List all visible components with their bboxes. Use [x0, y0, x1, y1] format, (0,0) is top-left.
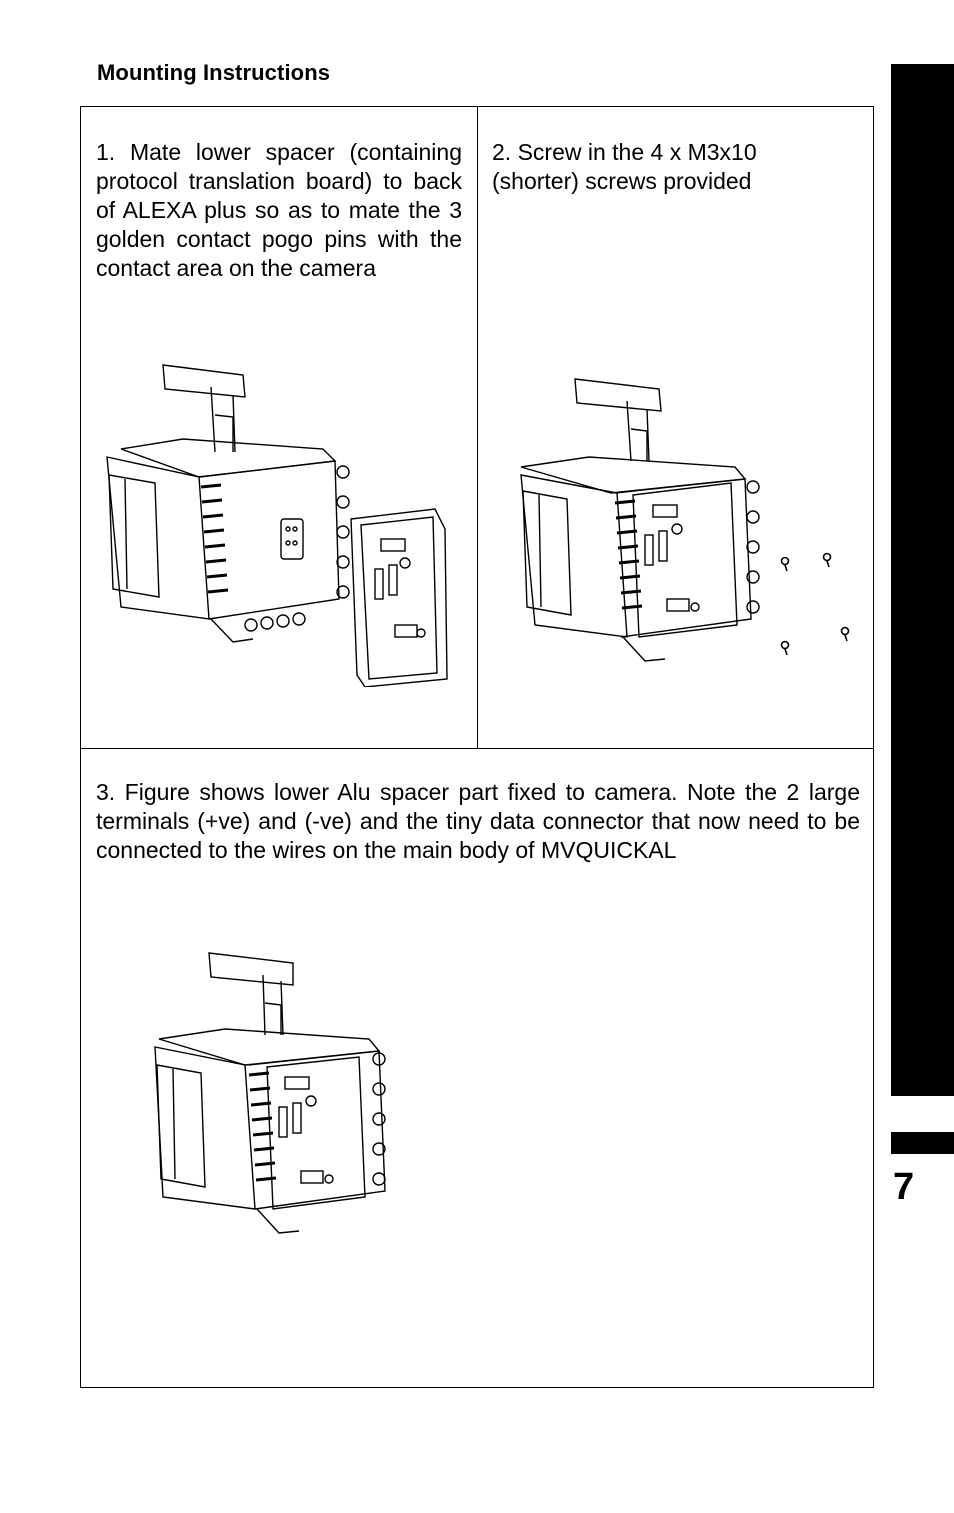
step-2-text: 2. Screw in the 4 x M3x10 (shorter) screws provided	[492, 139, 757, 194]
camera-with-separate-spacer-illustration	[103, 357, 448, 687]
camera-with-spacer-and-screws-illustration	[519, 375, 859, 675]
camera-with-fixed-spacer-illustration	[153, 947, 393, 1247]
instructions-table	[80, 106, 874, 1388]
step-1-text: 1. Mate lower spacer (containing protocol translation board) to back of ALEXA plus so as to mate the 3 golden contact pogo pins with the contact area on the camera	[96, 139, 462, 281]
column-divider	[477, 107, 478, 748]
page-heading: Mounting Instructions	[97, 60, 331, 85]
row-divider	[81, 748, 873, 749]
side-thumb-tab	[891, 1132, 954, 1154]
page-number: 7	[893, 1166, 915, 1208]
step-3-text: 3. Figure shows lower Alu spacer part fixed to camera. Note the 2 large terminals (+ve) and (-ve) and the tiny data connector that now need to be connected to the wires on the main body of MVQUICKAL	[96, 779, 860, 863]
side-thumb-bar	[891, 64, 954, 1096]
